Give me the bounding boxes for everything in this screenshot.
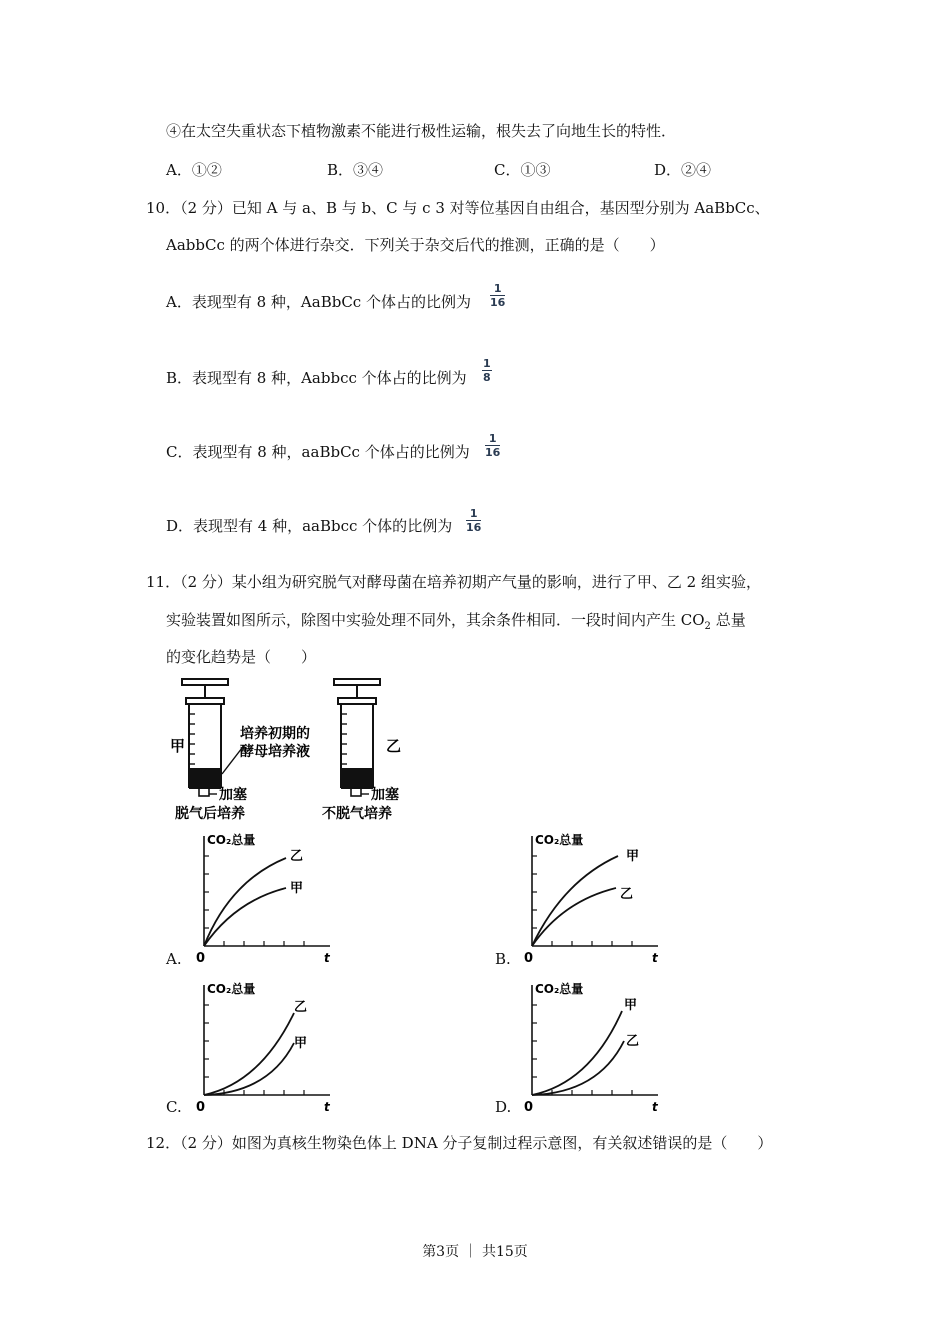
graph-a-y-label: CO₂总量 <box>207 833 256 847</box>
q11-graph-d-option: D. <box>495 1098 512 1116</box>
culture-label-line-2: 酵母培养液 <box>240 744 310 760</box>
graph-d-lower-label: 乙 <box>626 1034 640 1049</box>
left-culture-liquid <box>190 768 220 788</box>
left-caption: 脱气后培养 <box>175 806 245 822</box>
q9-option-d: D．②④ <box>654 161 712 179</box>
q10-option-d <box>166 516 452 536</box>
graph-c-upper-label: 乙 <box>294 1000 308 1015</box>
graph-c-origin: 0 <box>196 1100 206 1115</box>
q11-graph-c <box>190 975 350 1117</box>
culture-pointer-line <box>222 748 242 774</box>
graph-b-y-label: CO₂总量 <box>535 833 584 847</box>
graph-d-x-label: t <box>652 1100 658 1114</box>
q9-option-a: A．①② <box>166 161 222 179</box>
left-group-label: 甲 <box>170 737 186 755</box>
q10-option-c-text: C．表现型有 8 种，aaBbCc 个体占的比例为 <box>166 443 470 461</box>
graph-b-lower-curve <box>532 888 616 946</box>
q10-stem-line-2: AabbCc 的两个体进行杂交．下列关于杂交后代的推测，正确的是（ ） <box>166 236 665 254</box>
q10-option-b-fraction <box>482 358 492 384</box>
q9-option-b: B．③④ <box>327 161 384 179</box>
q10-option-b <box>166 368 467 388</box>
right-culture-liquid <box>342 768 372 788</box>
q12-stem-line-1: 12．（2 分）如图为真核生物染色体上 DNA 分子复制过程示意图，有关叙述错误的是（ ） <box>146 1134 773 1152</box>
co2-subscript: 2 <box>704 621 711 632</box>
graph-d-upper-curve <box>532 1011 622 1095</box>
right-group-label: 乙 <box>386 737 402 755</box>
culture-label-line-1: 培养初期的 <box>240 726 310 742</box>
graph-c-lower-label: 甲 <box>294 1036 308 1051</box>
graph-a-upper-curve <box>204 858 286 946</box>
graph-b-origin: 0 <box>524 951 534 966</box>
graph-d-lower-curve <box>532 1041 624 1095</box>
graph-a-origin: 0 <box>196 951 206 966</box>
q10-option-a-text: A．表现型有 8 种，AaBbCc 个体占的比例为 <box>166 293 471 311</box>
left-stopper-label: 加塞 <box>219 787 247 803</box>
graph-c-y-label: CO₂总量 <box>207 982 256 996</box>
fraction-numerator: 1 <box>490 283 505 296</box>
fraction-denominator: 8 <box>483 371 491 384</box>
graph-a-lower-curve <box>204 888 286 946</box>
right-caption: 不脱气培养 <box>322 806 392 822</box>
graph-a-upper-label: 乙 <box>290 849 304 864</box>
graph-c-x-label: t <box>324 1100 330 1114</box>
q10-option-a <box>166 292 471 312</box>
graph-a-x-label: t <box>324 951 330 965</box>
q10-stem-line-1: 10．（2 分）已知 A 与 a、B 与 b、C 与 c 3 对等位基因自由组合，基因型分别为 AaBbCc、 <box>146 199 770 217</box>
q10-option-b-text: B．表现型有 8 种，Aabbcc 个体占的比例为 <box>166 369 467 387</box>
graph-b-upper-label: 甲 <box>626 849 640 864</box>
left-stopper <box>199 788 209 796</box>
q11-graph-a-option: A. <box>166 950 182 968</box>
graph-c-upper-curve <box>204 1013 294 1095</box>
graph-d-upper-label: 甲 <box>624 998 638 1013</box>
q10-option-c-fraction <box>485 433 500 459</box>
graph-b-x-label: t <box>652 951 658 965</box>
q10-option-c <box>166 442 470 462</box>
right-stopper <box>351 788 361 796</box>
q11-graph-b <box>518 826 678 968</box>
q10-option-a-fraction <box>490 283 505 309</box>
q11-graph-b-option: B. <box>495 950 511 968</box>
q11-stem-line-2-post: 总量 <box>710 611 746 629</box>
right-stopper-label: 加塞 <box>371 787 399 803</box>
q11-graph-a <box>190 826 350 968</box>
fraction-numerator: 1 <box>466 508 481 521</box>
q11-graph-d <box>518 975 678 1117</box>
q11-stem-line-1: 11．（2 分）某小组为研究脱气对酵母菌在培养初期产气量的影响，进行了甲、乙 2 组实验， <box>146 573 761 591</box>
q11-stem-line-2-pre: 实验装置如图所示，除图中实验处理不同外，其余条件相同．一段时间内产生 CO <box>166 611 705 629</box>
q10-option-d-fraction <box>466 508 481 534</box>
graph-a-lower-label: 甲 <box>290 881 304 896</box>
graph-d-y-label: CO₂总量 <box>535 982 584 996</box>
graph-c-lower-curve <box>204 1043 294 1095</box>
q11-apparatus-figure <box>160 676 430 828</box>
q11-stem-line-3: 的变化趋势是（ ） <box>166 648 317 666</box>
graph-d-origin: 0 <box>524 1100 534 1115</box>
page-footer: 第3页 ｜ 共15页 <box>422 1244 528 1260</box>
graph-b-upper-curve <box>532 856 618 946</box>
fraction-numerator: 1 <box>483 357 491 370</box>
q11-stem-line-2 <box>166 610 746 637</box>
q10-option-d-text: D．表现型有 4 种，aaBbcc 个体的比例为 <box>166 517 453 535</box>
q11-graph-c-option: C. <box>166 1098 182 1116</box>
graph-b-lower-label: 乙 <box>620 887 634 902</box>
fraction-denominator: 16 <box>485 446 501 459</box>
q9-statement-4: ④在太空失重状态下植物激素不能进行极性运输，根失去了向地生长的特性． <box>166 122 677 140</box>
fraction-numerator: 1 <box>485 433 500 446</box>
q9-option-c: C．①③ <box>494 161 551 179</box>
fraction-denominator: 16 <box>490 296 506 309</box>
fraction-denominator: 16 <box>466 521 482 534</box>
